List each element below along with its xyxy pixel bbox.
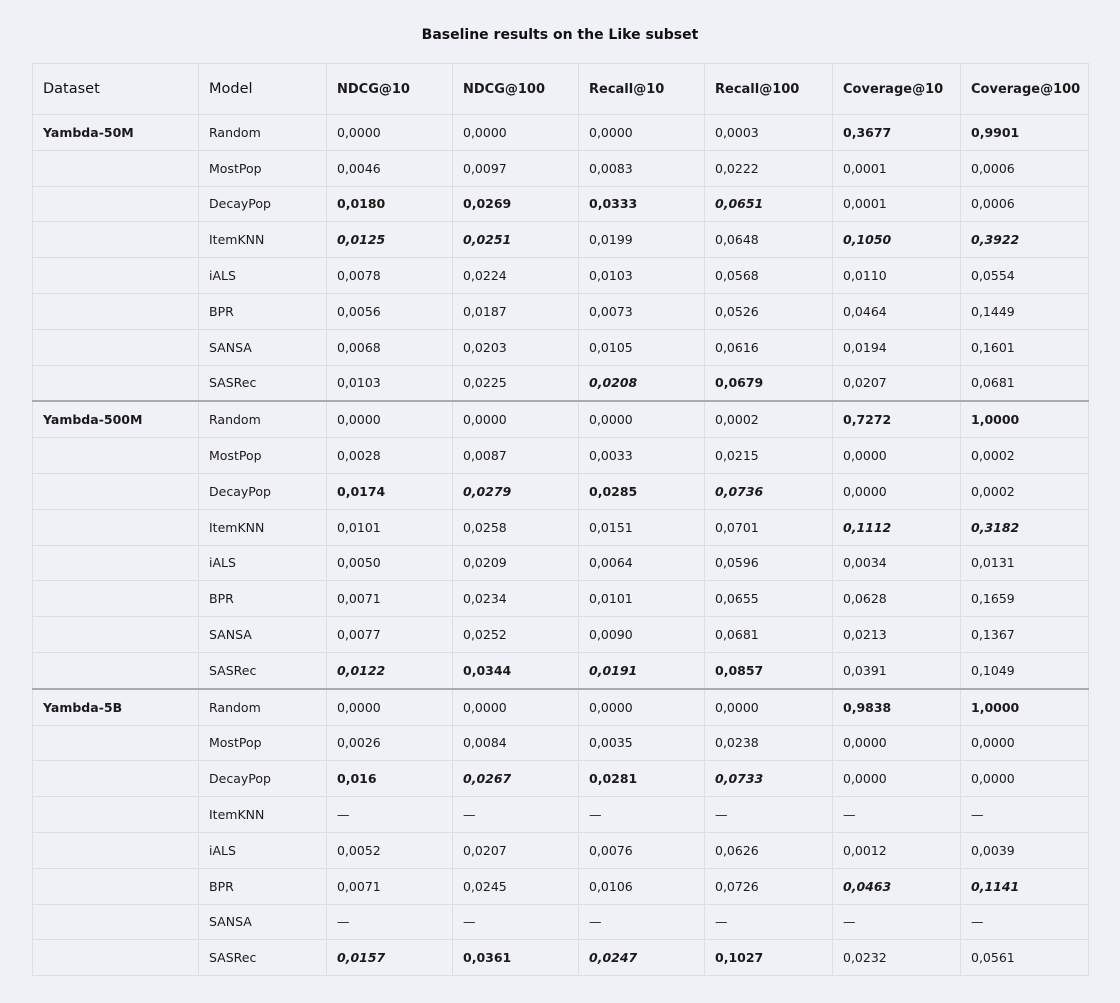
metric-cell: 0,0238	[705, 725, 833, 761]
model-cell: ItemKNN	[199, 797, 327, 833]
table-caption: Baseline results on the Like subset	[421, 27, 699, 43]
metric-cell: 0,0000	[833, 761, 961, 797]
results-table	[32, 63, 1089, 976]
metric-cell: 0,0333	[579, 186, 705, 222]
metric-cell: 0,0006	[961, 186, 1089, 222]
metric-cell: 0,0012	[833, 832, 961, 868]
metric-cell: 0,0084	[453, 725, 579, 761]
dataset-cell	[33, 652, 199, 688]
metric-cell: 0,0463	[833, 868, 961, 904]
dataset-cell	[33, 186, 199, 222]
metric-cell: —	[833, 797, 961, 833]
metric-cell: 0,0361	[453, 940, 579, 976]
metric-cell: 0,0628	[833, 581, 961, 617]
metric-cell: 0,0391	[833, 652, 961, 688]
model-cell: Random	[199, 689, 327, 725]
model-cell: Random	[199, 401, 327, 437]
model-cell: DecayPop	[199, 761, 327, 797]
table-row	[33, 509, 1089, 545]
metric-cell: 0,0000	[453, 115, 579, 151]
dataset-cell	[33, 293, 199, 329]
table-row	[33, 904, 1089, 940]
table-row	[33, 293, 1089, 329]
metric-cell: 0,0568	[705, 258, 833, 294]
metric-cell: 0,0207	[453, 832, 579, 868]
metric-cell: 0,0028	[327, 438, 453, 474]
metric-cell: 0,0281	[579, 761, 705, 797]
metric-cell: —	[579, 797, 705, 833]
metric-cell: 0,0252	[453, 617, 579, 653]
metric-cell: 0,0000	[579, 689, 705, 725]
table-row	[33, 617, 1089, 653]
metric-cell: 0,9901	[961, 115, 1089, 151]
metric-cell: 0,1449	[961, 293, 1089, 329]
metric-cell: 0,0105	[579, 329, 705, 365]
dataset-cell	[33, 797, 199, 833]
model-cell: iALS	[199, 832, 327, 868]
metric-cell: 0,0232	[833, 940, 961, 976]
table-row	[33, 545, 1089, 581]
column-header-recall10: Recall@10	[579, 64, 705, 115]
metric-cell: —	[705, 904, 833, 940]
metric-cell: 0,0125	[327, 222, 453, 258]
metric-cell: 0,0000	[327, 689, 453, 725]
metric-cell: 0,0056	[327, 293, 453, 329]
table-row	[33, 940, 1089, 976]
metric-cell: 0,0001	[833, 186, 961, 222]
metric-cell: 0,0651	[705, 186, 833, 222]
model-cell: SASRec	[199, 940, 327, 976]
metric-cell: 0,0087	[453, 438, 579, 474]
metric-cell: 0,9838	[833, 689, 961, 725]
model-cell: SANSA	[199, 617, 327, 653]
metric-cell: 0,0076	[579, 832, 705, 868]
dataset-cell	[33, 832, 199, 868]
dataset-cell	[33, 581, 199, 617]
metric-cell: 0,1659	[961, 581, 1089, 617]
model-cell: BPR	[199, 868, 327, 904]
metric-cell: 0,0648	[705, 222, 833, 258]
metric-cell: 0,0077	[327, 617, 453, 653]
table-row	[33, 797, 1089, 833]
dataset-cell	[33, 904, 199, 940]
metric-cell: 0,0068	[327, 329, 453, 365]
metric-cell: 0,0681	[961, 365, 1089, 401]
column-header-ndcg10: NDCG@10	[327, 64, 453, 115]
metric-cell: 0,0679	[705, 365, 833, 401]
metric-cell: 0,0122	[327, 652, 453, 688]
model-cell: SASRec	[199, 365, 327, 401]
model-cell: SASRec	[199, 652, 327, 688]
metric-cell: 0,0101	[327, 509, 453, 545]
metric-cell: 0,0039	[961, 832, 1089, 868]
dataset-cell	[33, 509, 199, 545]
metric-cell: 0,0245	[453, 868, 579, 904]
table-row	[33, 258, 1089, 294]
metric-cell: 0,0131	[961, 545, 1089, 581]
model-cell: SANSA	[199, 329, 327, 365]
metric-cell: 0,1367	[961, 617, 1089, 653]
metric-cell: 0,0213	[833, 617, 961, 653]
table-row	[33, 222, 1089, 258]
dataset-cell	[33, 868, 199, 904]
metric-cell: 0,1027	[705, 940, 833, 976]
metric-cell: 0,0203	[453, 329, 579, 365]
metric-cell: 0,1141	[961, 868, 1089, 904]
metric-cell: 0,0285	[579, 473, 705, 509]
dataset-cell	[33, 150, 199, 186]
metric-cell: 0,0251	[453, 222, 579, 258]
model-cell: MostPop	[199, 438, 327, 474]
metric-cell: 0,0157	[327, 940, 453, 976]
model-cell: Random	[199, 115, 327, 151]
metric-cell: 0,1112	[833, 509, 961, 545]
model-cell: ItemKNN	[199, 509, 327, 545]
metric-cell: 0,0000	[453, 689, 579, 725]
metric-cell: 0,0064	[579, 545, 705, 581]
metric-cell: —	[961, 797, 1089, 833]
dataset-cell	[33, 473, 199, 509]
metric-cell: 0,0269	[453, 186, 579, 222]
table-row	[33, 115, 1089, 151]
metric-cell: 0,0002	[961, 438, 1089, 474]
metric-cell: 0,0000	[453, 401, 579, 437]
metric-cell: 0,0267	[453, 761, 579, 797]
column-header-coverage10: Coverage@10	[833, 64, 961, 115]
metric-cell: —	[453, 904, 579, 940]
metric-cell: 0,0701	[705, 509, 833, 545]
table-row	[33, 438, 1089, 474]
metric-cell: 0,0103	[327, 365, 453, 401]
dataset-cell	[33, 258, 199, 294]
model-cell: SANSA	[199, 904, 327, 940]
metric-cell: 0,3922	[961, 222, 1089, 258]
metric-cell: 0,0681	[705, 617, 833, 653]
metric-cell: 0,1050	[833, 222, 961, 258]
metric-cell: —	[453, 797, 579, 833]
dataset-cell	[33, 365, 199, 401]
model-cell: ItemKNN	[199, 222, 327, 258]
metric-cell: —	[833, 904, 961, 940]
metric-cell: 0,0526	[705, 293, 833, 329]
model-cell: BPR	[199, 293, 327, 329]
column-header-model: Model	[199, 64, 327, 115]
metric-cell: 0,0071	[327, 581, 453, 617]
metric-cell: 0,7272	[833, 401, 961, 437]
metric-cell: —	[327, 797, 453, 833]
metric-cell: 0,0035	[579, 725, 705, 761]
metric-cell: 0,0736	[705, 473, 833, 509]
metric-cell: 0,0046	[327, 150, 453, 186]
metric-cell: 0,0279	[453, 473, 579, 509]
table-row	[33, 868, 1089, 904]
dataset-cell: Yambda-500M	[33, 401, 199, 437]
metric-cell: 0,0101	[579, 581, 705, 617]
model-cell: DecayPop	[199, 473, 327, 509]
metric-cell: 0,0215	[705, 438, 833, 474]
dataset-cell	[33, 940, 199, 976]
model-cell: MostPop	[199, 150, 327, 186]
metric-cell: 0,0194	[833, 329, 961, 365]
metric-cell: 0,0000	[579, 401, 705, 437]
metric-cell: 0,0222	[705, 150, 833, 186]
table-row	[33, 761, 1089, 797]
table-row	[33, 473, 1089, 509]
metric-cell: 0,0000	[327, 401, 453, 437]
metric-cell: 0,0655	[705, 581, 833, 617]
metric-cell: 0,0180	[327, 186, 453, 222]
metric-cell: 0,0464	[833, 293, 961, 329]
metric-cell: 0,0052	[327, 832, 453, 868]
table-row	[33, 329, 1089, 365]
metric-cell: 0,0224	[453, 258, 579, 294]
metric-cell: 0,0199	[579, 222, 705, 258]
metric-cell: 0,0090	[579, 617, 705, 653]
metric-cell: 0,0106	[579, 868, 705, 904]
table-row	[33, 832, 1089, 868]
metric-cell: 0,1601	[961, 329, 1089, 365]
metric-cell: 0,1049	[961, 652, 1089, 688]
dataset-cell	[33, 438, 199, 474]
metric-cell: 0,0001	[833, 150, 961, 186]
metric-cell: 0,0258	[453, 509, 579, 545]
metric-cell: 0,0078	[327, 258, 453, 294]
metric-cell: 0,3182	[961, 509, 1089, 545]
table-row	[33, 365, 1089, 401]
metric-cell: 0,016	[327, 761, 453, 797]
metric-cell: —	[705, 797, 833, 833]
dataset-cell	[33, 545, 199, 581]
metric-cell: 0,0344	[453, 652, 579, 688]
metric-cell: 0,0073	[579, 293, 705, 329]
metric-cell: 1,0000	[961, 689, 1089, 725]
metric-cell: 0,0187	[453, 293, 579, 329]
dataset-cell	[33, 761, 199, 797]
metric-cell: —	[579, 904, 705, 940]
column-header-recall100: Recall@100	[705, 64, 833, 115]
metric-cell: 0,0003	[705, 115, 833, 151]
metric-cell: 0,0174	[327, 473, 453, 509]
metric-cell: 0,0103	[579, 258, 705, 294]
metric-cell: 0,0561	[961, 940, 1089, 976]
header-row	[33, 64, 1089, 115]
metric-cell: 0,0209	[453, 545, 579, 581]
metric-cell: 0,0000	[833, 473, 961, 509]
metric-cell: 0,0006	[961, 150, 1089, 186]
metric-cell: 0,0000	[327, 115, 453, 151]
metric-cell: 0,0033	[579, 438, 705, 474]
table-row	[33, 401, 1089, 437]
dataset-cell	[33, 222, 199, 258]
metric-cell: 0,0208	[579, 365, 705, 401]
column-header-coverage100: Coverage@100	[961, 64, 1089, 115]
model-cell: iALS	[199, 545, 327, 581]
metric-cell: 0,0596	[705, 545, 833, 581]
table-row	[33, 150, 1089, 186]
table-row	[33, 689, 1089, 725]
metric-cell: 0,0000	[961, 761, 1089, 797]
dataset-cell	[33, 617, 199, 653]
metric-cell: 0,0002	[961, 473, 1089, 509]
model-cell: MostPop	[199, 725, 327, 761]
metric-cell: —	[327, 904, 453, 940]
table-row	[33, 186, 1089, 222]
metric-cell: 0,0110	[833, 258, 961, 294]
metric-cell: 0,0000	[833, 725, 961, 761]
metric-cell: 0,0726	[705, 868, 833, 904]
model-cell: iALS	[199, 258, 327, 294]
dataset-cell: Yambda-5B	[33, 689, 199, 725]
metric-cell: 0,0050	[327, 545, 453, 581]
metric-cell: —	[961, 904, 1089, 940]
metric-cell: 0,3677	[833, 115, 961, 151]
model-cell: BPR	[199, 581, 327, 617]
metric-cell: 0,0026	[327, 725, 453, 761]
table-body	[33, 115, 1089, 976]
table-row	[33, 652, 1089, 688]
column-header-ndcg100: NDCG@100	[453, 64, 579, 115]
table-row	[33, 725, 1089, 761]
metric-cell: 0,0000	[833, 438, 961, 474]
metric-cell: 0,0616	[705, 329, 833, 365]
metric-cell: 0,0234	[453, 581, 579, 617]
metric-cell: 0,0191	[579, 652, 705, 688]
metric-cell: 0,0225	[453, 365, 579, 401]
metric-cell: 0,0554	[961, 258, 1089, 294]
dataset-cell	[33, 329, 199, 365]
metric-cell: 0,0733	[705, 761, 833, 797]
metric-cell: 0,0857	[705, 652, 833, 688]
model-cell: DecayPop	[199, 186, 327, 222]
metric-cell: 0,0000	[579, 115, 705, 151]
metric-cell: 0,0247	[579, 940, 705, 976]
metric-cell: 0,0000	[961, 725, 1089, 761]
dataset-cell	[33, 725, 199, 761]
metric-cell: 0,0034	[833, 545, 961, 581]
metric-cell: 0,0083	[579, 150, 705, 186]
metric-cell: 1,0000	[961, 401, 1089, 437]
metric-cell: 0,0207	[833, 365, 961, 401]
metric-cell: 0,0626	[705, 832, 833, 868]
table-row	[33, 581, 1089, 617]
metric-cell: 0,0151	[579, 509, 705, 545]
dataset-cell: Yambda-50M	[33, 115, 199, 151]
metric-cell: 0,0000	[705, 689, 833, 725]
metric-cell: 0,0002	[705, 401, 833, 437]
metric-cell: 0,0071	[327, 868, 453, 904]
metric-cell: 0,0097	[453, 150, 579, 186]
column-header-dataset: Dataset	[33, 64, 199, 115]
